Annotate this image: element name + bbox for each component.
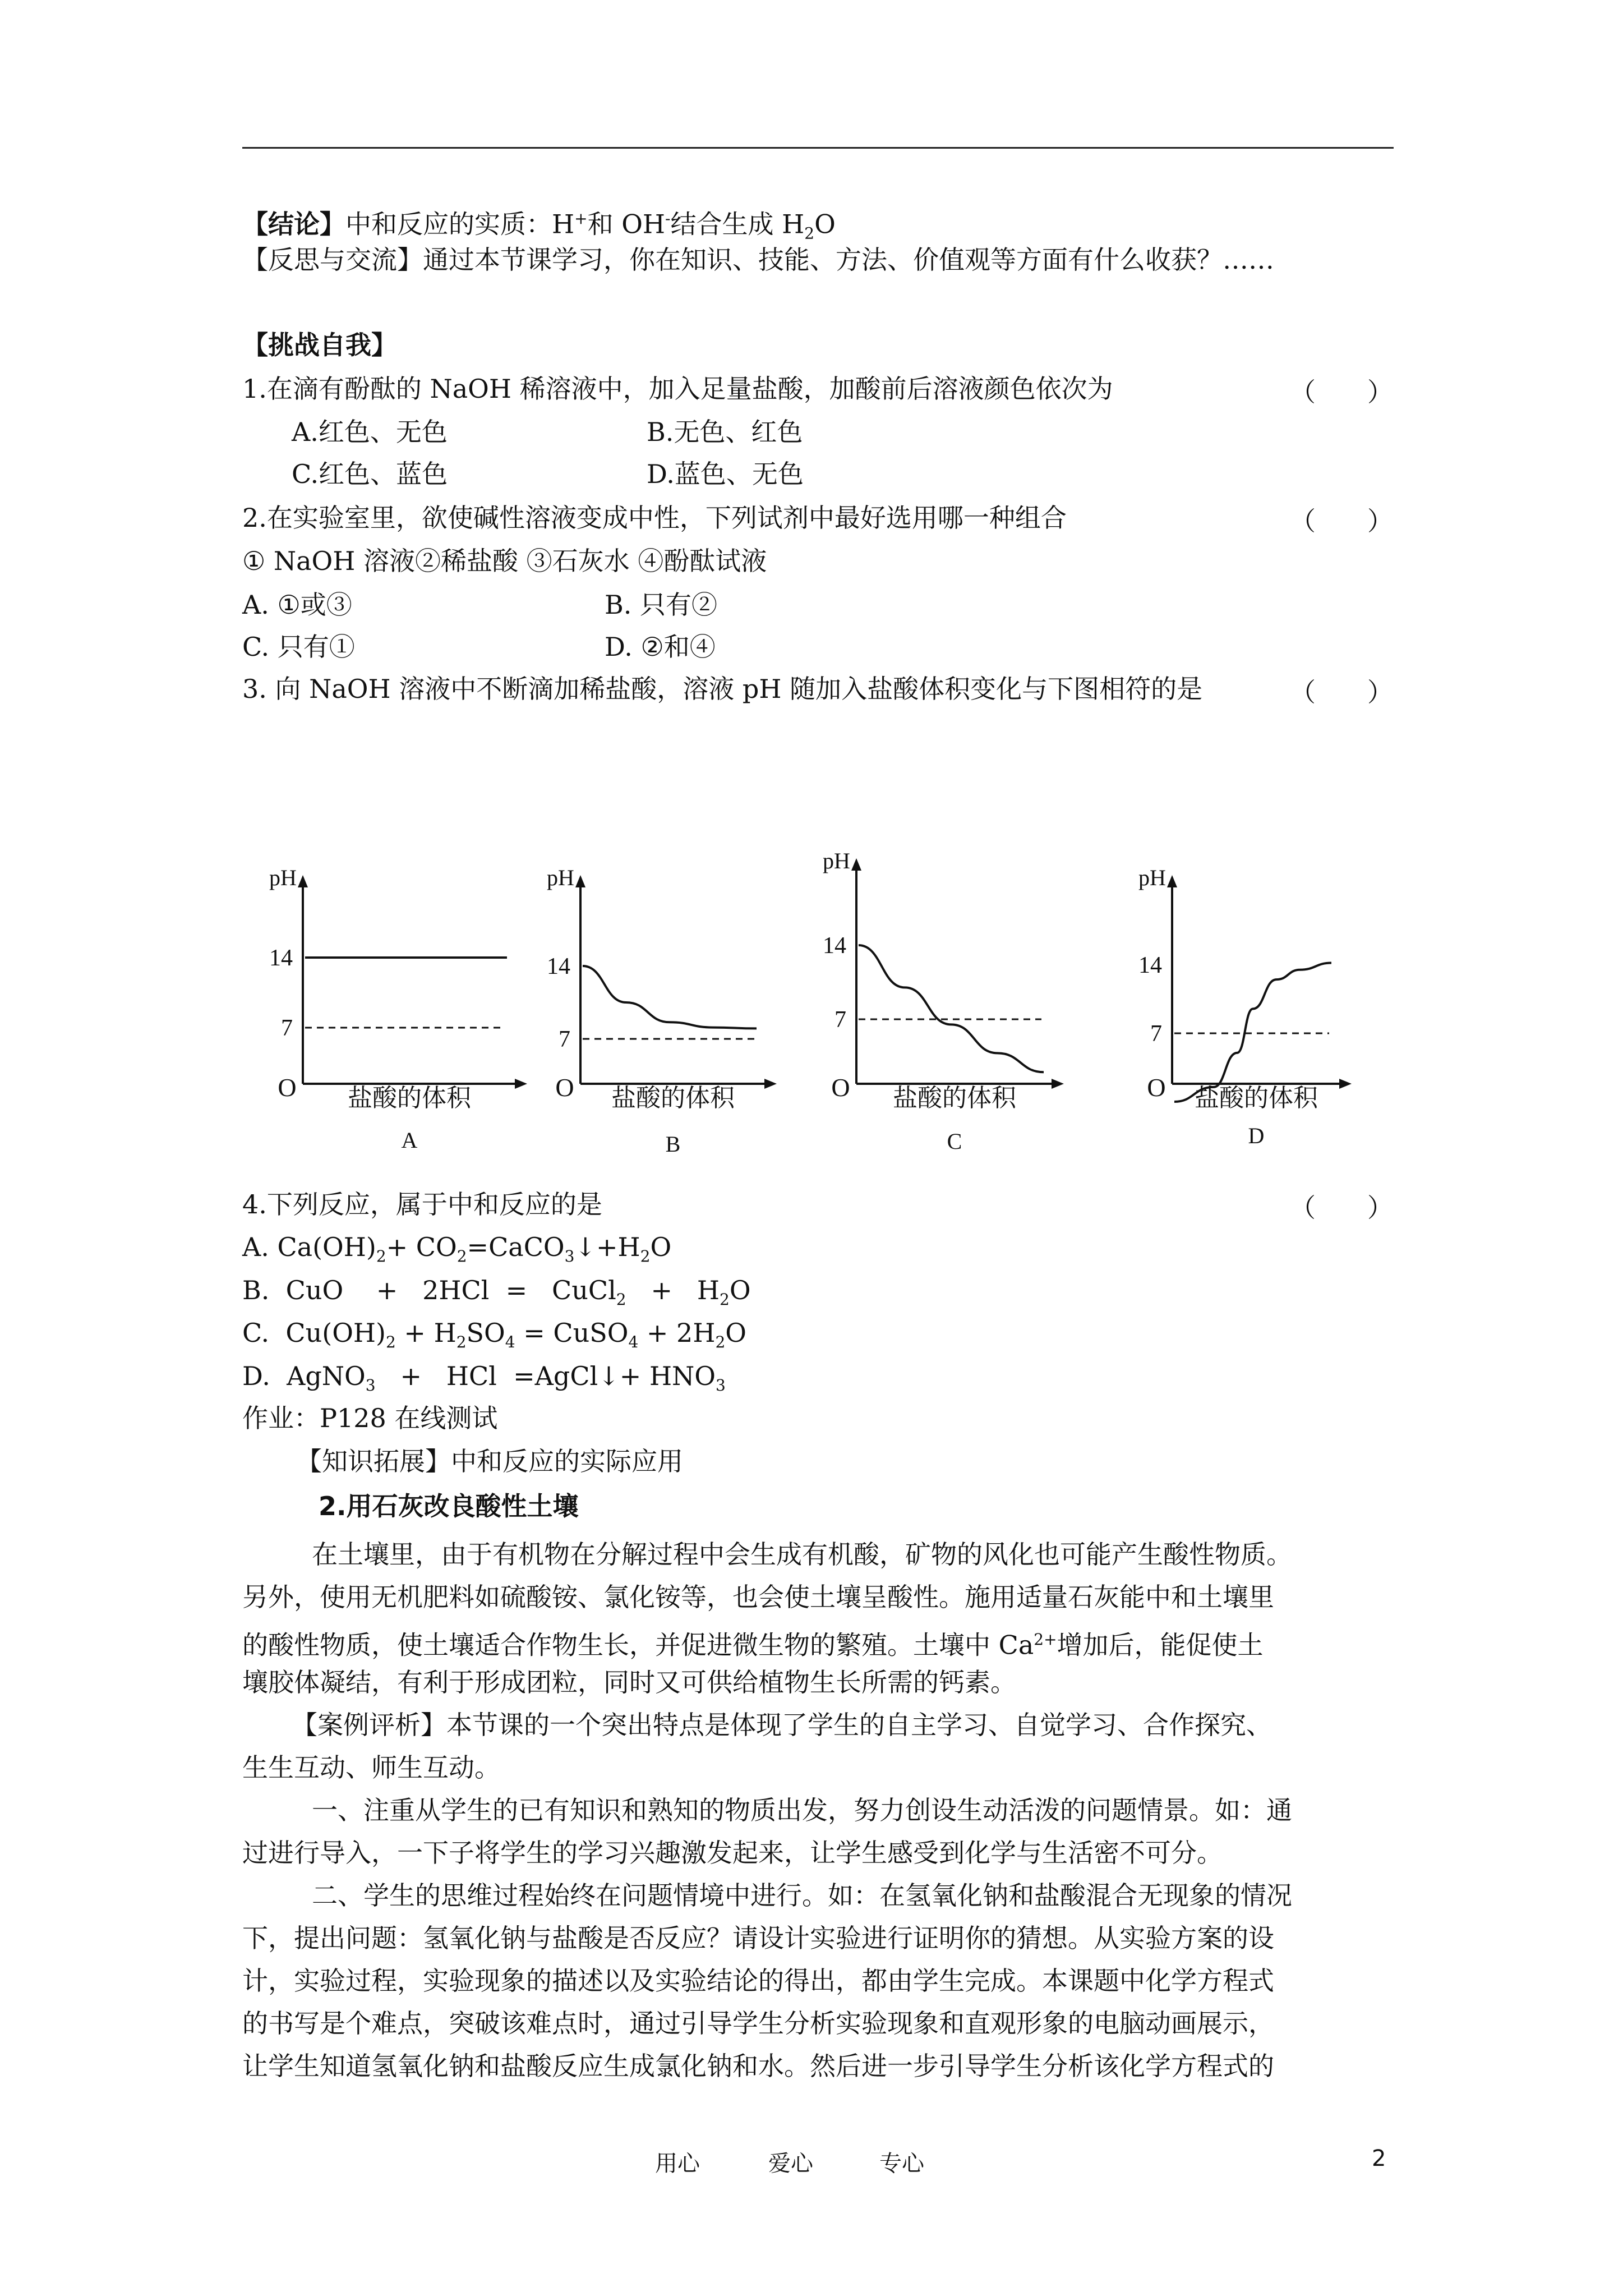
q2-answer-paren: （ ） <box>1290 506 1393 536</box>
y-tick-7: 7 <box>559 1027 570 1052</box>
x-axis-label: 盐酸的体积 <box>1195 1084 1318 1112</box>
conclusion-text-b: 和 OH <box>587 209 666 240</box>
case-line: 生生互动、师生互动。 <box>242 1752 500 1783</box>
reflection-line: 【反思与交流】通过本节课学习，你在知识、技能、方法、价值观等方面有什么收获？…… <box>242 245 1274 275</box>
soil-text: 的酸性物质，使土壤适合作物生长，并促进微生物的繁殖。土壤中 Ca <box>242 1630 1034 1660</box>
soil-para-line: 在土壤里，由于有机物在分解过程中会生成有机酸，矿物的风化也可能产生酸性物质。 <box>312 1539 1292 1570</box>
origin-label: O <box>555 1073 574 1102</box>
q2-option-d: D. ②和④ <box>605 632 716 662</box>
ph-curve-c <box>859 945 1044 1072</box>
y-tick-14: 14 <box>269 945 293 971</box>
x-axis-arrow <box>515 1079 527 1089</box>
origin-label: O <box>831 1073 850 1102</box>
q2-option-a: A. ①或③ <box>242 590 352 620</box>
y-tick-14: 14 <box>823 933 846 959</box>
origin-label: O <box>278 1073 297 1102</box>
y-axis-label-ph: pH <box>547 865 574 890</box>
q1-option-a: A.红色、无色 <box>292 417 448 447</box>
challenge-title: 【挑战自我】 <box>242 330 397 360</box>
point1-line: 一、注重从学生的已有知识和熟知的物质出发，努力创设生动活泼的问题情景。如：通 <box>312 1795 1292 1825</box>
y-tick-14: 14 <box>547 954 570 979</box>
y-axis-label-ph: pH <box>269 865 297 890</box>
x-axis-label: 盐酸的体积 <box>893 1084 1016 1112</box>
x-axis-label: 盐酸的体积 <box>611 1084 735 1112</box>
q3-answer-paren: （ ） <box>1290 677 1393 707</box>
q4-a-sub: 3 <box>564 1247 575 1266</box>
q4-option-c <box>242 1316 746 1359</box>
y-axis-arrow <box>298 875 308 887</box>
q4-a-part: + CO <box>386 1232 457 1262</box>
conclusion-label: 【结论】 <box>242 209 345 240</box>
y-tick-7: 7 <box>1150 1021 1162 1047</box>
point2-line: 让学生知道氢氧化钠和盐酸反应生成氯化钠和水。然后进一步引导学生分析该化学方程式的 <box>242 2051 1274 2081</box>
y-axis-arrow <box>1167 875 1177 887</box>
y-tick-7: 7 <box>281 1015 293 1041</box>
q4-option-a <box>242 1230 671 1273</box>
q4-c-part: C. Cu(OH) <box>242 1318 386 1348</box>
q4-d-part: D. AgNO <box>242 1361 366 1391</box>
q4-b-sub: 2 <box>720 1290 730 1309</box>
q4-c-part: + H <box>395 1318 457 1348</box>
q4-a-part: ↓+H <box>574 1232 640 1262</box>
x-axis-arrow <box>1052 1079 1064 1089</box>
point1-line: 过进行导入，一下子将学生的学习兴趣激发起来，让学生感受到化学与生活密不可分。 <box>242 1838 1223 1868</box>
q4-option-d <box>242 1359 726 1402</box>
q4-a-sub: 2 <box>640 1247 651 1266</box>
point2-line: 计，实验过程，实验现象的描述以及实验结论的得出，都由学生完成。本课题中化学方程式 <box>242 1966 1274 1996</box>
q4-c-sub: 4 <box>505 1333 515 1352</box>
q4-a-part: A. Ca(OH) <box>242 1232 376 1262</box>
q4-c-part: SO <box>466 1318 505 1348</box>
q4-a-part: O <box>650 1232 672 1262</box>
ph-curve-b <box>583 966 757 1028</box>
q1-answer-paren: （ ） <box>1290 377 1393 407</box>
footer-motto-1: 用心 <box>655 2151 700 2177</box>
point2-line: 的书写是个难点，突破该难点时，通过引导学生分析实验现象和直观形象的电脑动画展示， <box>242 2008 1274 2039</box>
q4-c-sub: 4 <box>628 1333 639 1352</box>
q4-a-part: =CaCO <box>467 1232 565 1262</box>
q4-c-sub: 2 <box>456 1333 467 1352</box>
page-number: 2 <box>1372 2146 1386 2171</box>
q4-b-part: O <box>729 1275 751 1305</box>
soil-para-line: 壤胶体凝结，有利于形成团粒，同时又可供给植物生长所需的钙素。 <box>242 1667 1016 1697</box>
subheading-lime-soil: 2.用石灰改良酸性土壤 <box>319 1491 579 1521</box>
q4-b-part: + H <box>626 1275 720 1305</box>
conclusion-text-d: O <box>814 209 836 240</box>
q4-b-sub: 2 <box>616 1290 626 1309</box>
q2-stem: 2.在实验室里，欲使碱性溶液变成中性，下列试剂中最好选用哪一种组合 <box>242 503 1067 533</box>
q4-c-sub: 2 <box>715 1333 726 1352</box>
h2o-sub: 2 <box>804 224 815 243</box>
q4-a-sub: 2 <box>376 1247 386 1266</box>
q4-c-part: O <box>725 1318 746 1348</box>
soil-text: 增加后，能促使土 <box>1057 1630 1264 1660</box>
q4-option-b <box>242 1273 751 1317</box>
q1-stem: 1.在滴有酚酞的 NaOH 稀溶液中，加入足量盐酸，加酸前后溶液颜色依次为 <box>242 374 1113 404</box>
y-tick-7: 7 <box>834 1007 846 1033</box>
conclusion-text: 中和反应的实质：H <box>345 209 575 240</box>
q4-c-part: = CuSO <box>515 1318 629 1348</box>
q4-stem: 4.下列反应，属于中和反应的是 <box>242 1189 602 1220</box>
q4-a-sub: 2 <box>457 1247 467 1266</box>
point2-line: 下，提出问题：氢氧化钠与盐酸是否反应？请设计实验进行证明你的猜想。从实验方案的设 <box>242 1923 1274 1953</box>
q4-d-sub: 3 <box>716 1376 726 1395</box>
x-axis-label: 盐酸的体积 <box>348 1084 471 1112</box>
q4-c-part: + 2H <box>638 1318 716 1348</box>
soil-para-line <box>242 1618 1264 1666</box>
q4-c-sub: 2 <box>385 1333 396 1352</box>
q4-b-part: B. CuO + 2HCl = CuCl <box>242 1275 616 1305</box>
panel-caption-b: B <box>665 1131 681 1157</box>
h-plus-sup: + <box>574 209 588 228</box>
y-tick-14: 14 <box>1138 953 1162 978</box>
x-axis-arrow <box>1339 1079 1352 1089</box>
panel-caption-a: A <box>401 1128 418 1153</box>
footer-motto-3: 专心 <box>879 2151 924 2177</box>
homework-line: 作业：P128 在线测试 <box>242 1403 498 1433</box>
q4-answer-paren: （ ） <box>1290 1193 1393 1223</box>
oh-minus-sup: - <box>665 209 671 228</box>
x-axis-arrow <box>764 1079 777 1089</box>
panel-caption-d: D <box>1248 1123 1265 1148</box>
q2-option-b: B. 只有② <box>605 590 718 620</box>
q4-d-sub: 3 <box>365 1376 376 1395</box>
y-axis-arrow <box>851 858 861 871</box>
y-axis-arrow <box>575 875 585 887</box>
q2-reagents: ① NaOH 溶液②稀盐酸 ③石灰水 ④酚酞试液 <box>242 546 767 576</box>
q1-option-d: D.蓝色、无色 <box>647 459 804 489</box>
origin-label: O <box>1147 1073 1166 1102</box>
q3-stem: 3. 向 NaOH 溶液中不断滴加稀盐酸，溶液 pH 随加入盐酸体积变化与下图相符的是 <box>242 674 1203 704</box>
case-line: 【案例评析】本节课的一个突出特点是体现了学生的自主学习、自觉学习、合作探究、 <box>292 1710 1272 1740</box>
soil-para-line: 另外，使用无机肥料如硫酸铵、氯化铵等，也会使土壤呈酸性。施用适量石灰能中和土壤里 <box>242 1582 1274 1612</box>
q1-option-c: C.红色、蓝色 <box>292 459 448 489</box>
panel-caption-c: C <box>947 1129 962 1154</box>
q4-d-part: + HCl =AgCl↓+ HNO <box>375 1361 716 1391</box>
y-axis-label-ph: pH <box>1138 865 1166 890</box>
point2-line: 二、学生的思维过程始终在问题情境中进行。如：在氢氧化钠和盐酸混合无现象的情况 <box>312 1880 1292 1911</box>
y-axis-label-ph: pH <box>823 848 850 873</box>
ca-charge-sup: 2+ <box>1034 1630 1057 1649</box>
ph-curve-d <box>1174 963 1331 1102</box>
q1-option-b: B.无色、红色 <box>647 417 803 447</box>
conclusion-text-c: 结合生成 H <box>670 209 805 240</box>
q2-option-c: C. 只有① <box>242 632 355 662</box>
knowledge-extension: 【知识拓展】中和反应的实际应用 <box>296 1446 683 1476</box>
footer-motto-2: 爱心 <box>768 2151 813 2177</box>
